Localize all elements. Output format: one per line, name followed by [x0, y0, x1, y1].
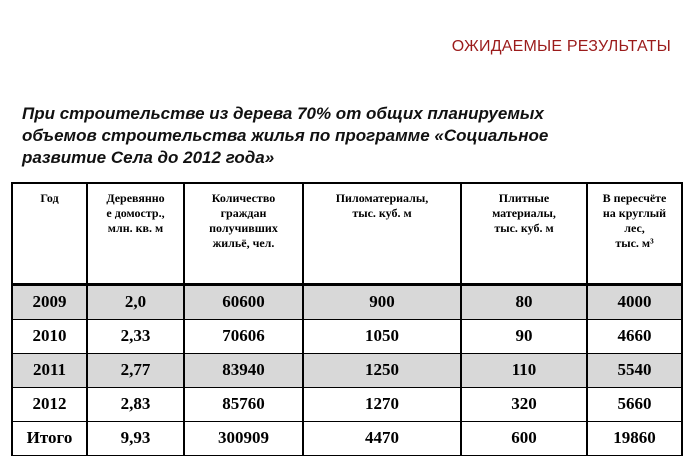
cell-wooden-housing: 2,0 — [87, 284, 184, 319]
slide-subtitle — [22, 103, 662, 169]
header-line: жильё, чел. — [212, 236, 275, 250]
cell-year: 2012 — [12, 387, 87, 421]
subtitle-line: При строительстве из дерева 70% от общих планируемых — [22, 104, 544, 123]
cell-citizens: 300909 — [184, 421, 303, 455]
cell-year: Итого — [12, 421, 87, 455]
header-line: тыс. куб. м — [494, 221, 554, 235]
cell-roundwood: 5660 — [587, 387, 682, 421]
cell-lumber: 1270 — [303, 387, 461, 421]
header-panels — [461, 183, 587, 284]
header-year — [12, 183, 87, 284]
header-line: на круглый — [602, 206, 667, 220]
header-line: е домостр., — [106, 206, 165, 220]
cell-citizens: 60600 — [184, 284, 303, 319]
header-line: граждан — [220, 206, 267, 220]
cell-lumber: 1050 — [303, 319, 461, 353]
header-citizens — [184, 183, 303, 284]
header-line: получивших — [209, 221, 278, 235]
table-row — [12, 387, 682, 421]
header-line: млн. кв. м — [107, 221, 164, 235]
slide-title: ОЖИДАЕМЫЕ РЕЗУЛЬТАТЫ — [451, 38, 671, 55]
table-row-total — [12, 421, 682, 455]
cell-wooden-housing: 2,33 — [87, 319, 184, 353]
header-wooden-housing — [87, 183, 184, 284]
cell-panels: 90 — [461, 319, 587, 353]
cell-lumber: 900 — [303, 284, 461, 319]
cell-panels: 600 — [461, 421, 587, 455]
cell-wooden-housing: 9,93 — [87, 421, 184, 455]
cell-citizens: 70606 — [184, 319, 303, 353]
cell-year: 2011 — [12, 353, 87, 387]
cell-roundwood: 4660 — [587, 319, 682, 353]
cell-panels: 80 — [461, 284, 587, 319]
cell-wooden-housing: 2,83 — [87, 387, 184, 421]
cell-year: 2009 — [12, 284, 87, 319]
header-line: В пересчёте — [602, 191, 667, 205]
header-line: Год — [40, 191, 59, 205]
header-line: лес, — [624, 221, 645, 235]
cell-panels: 110 — [461, 353, 587, 387]
cell-wooden-housing: 2,77 — [87, 353, 184, 387]
cell-year: 2010 — [12, 319, 87, 353]
cell-roundwood: 19860 — [587, 421, 682, 455]
table-header-row — [12, 183, 682, 284]
cell-lumber: 4470 — [303, 421, 461, 455]
table-row — [12, 353, 682, 387]
header-line: Количество — [211, 191, 276, 205]
cell-citizens: 85760 — [184, 387, 303, 421]
header-line: Плитные — [498, 191, 550, 205]
header-line: Деревянно — [106, 191, 165, 205]
cell-citizens: 83940 — [184, 353, 303, 387]
header-line: материалы, — [492, 206, 556, 220]
header-line: тыс. м³ — [615, 236, 654, 250]
header-roundwood — [587, 183, 682, 284]
table-row — [12, 319, 682, 353]
cell-panels: 320 — [461, 387, 587, 421]
header-line: Пиломатериалы, — [335, 191, 429, 205]
subtitle-line: развитие Села до 2012 года» — [22, 148, 275, 167]
cell-roundwood: 5540 — [587, 353, 682, 387]
subtitle-line: объемов строительства жилья по программе «Социальное — [22, 126, 549, 145]
header-lumber — [303, 183, 461, 284]
header-line: тыс. куб. м — [352, 206, 412, 220]
table-row — [12, 284, 682, 319]
cell-roundwood: 4000 — [587, 284, 682, 319]
results-table — [11, 182, 683, 456]
cell-lumber: 1250 — [303, 353, 461, 387]
